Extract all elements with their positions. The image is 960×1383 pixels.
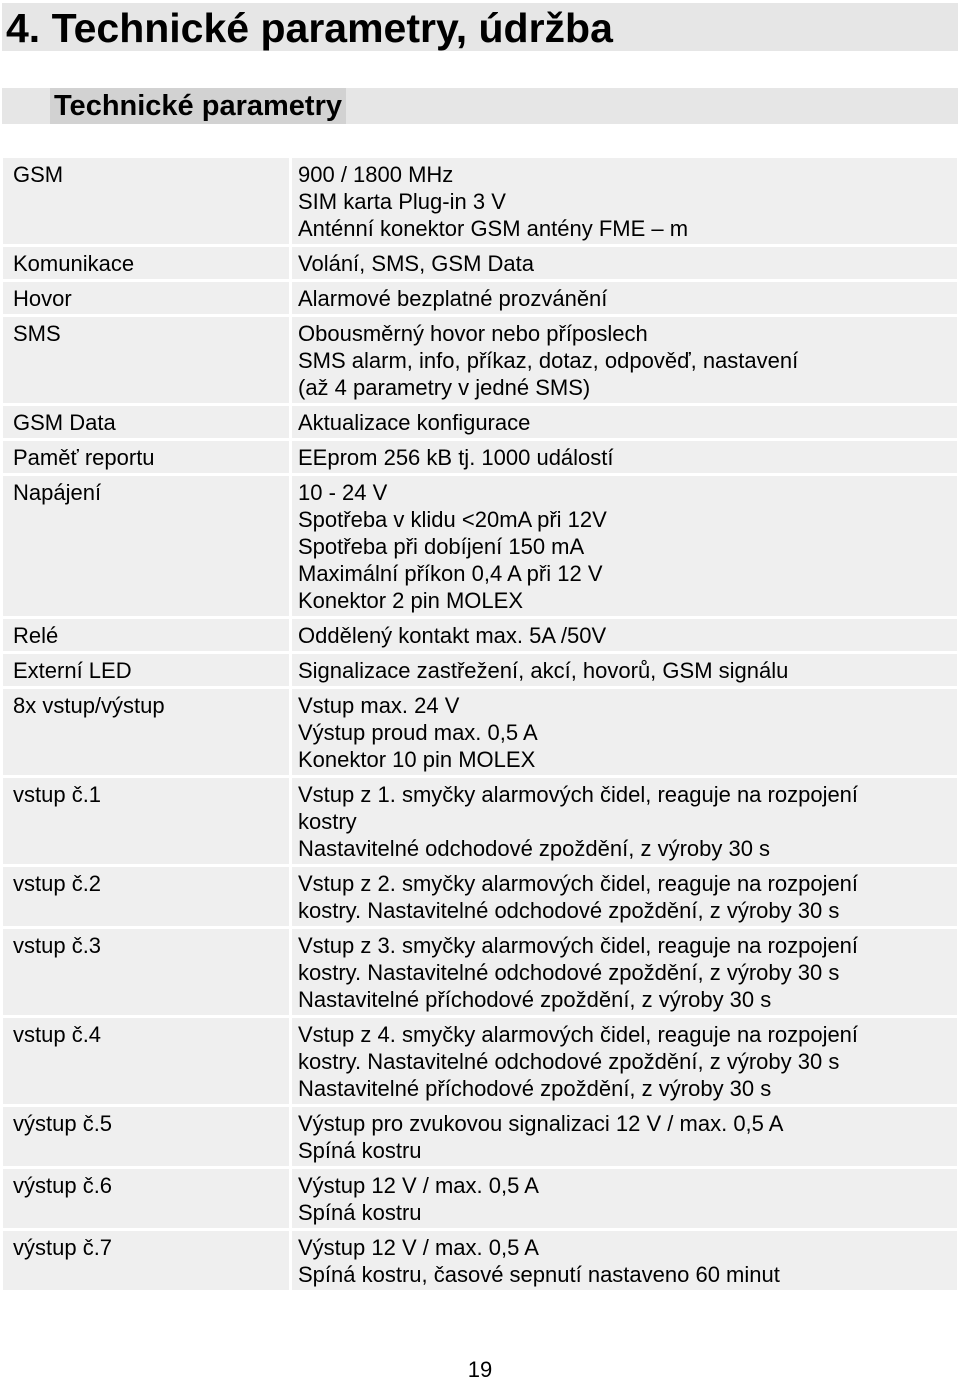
parameter-value [292,406,957,438]
parameter-name: Hovor [3,282,289,314]
parameter-name: Napájení [3,476,289,616]
parameter-value [292,317,957,403]
table-row [3,619,957,651]
table-row [3,1169,957,1228]
table-row [3,689,957,775]
parameter-value [292,1107,957,1166]
table-row [3,1107,957,1166]
page-number: 19 [467,1357,493,1382]
parameter-name: výstup č.7 [3,1231,289,1290]
parameter-name: výstup č.5 [3,1107,289,1166]
parameter-name: Komunikace [3,247,289,279]
parameter-value-line: kostry. Nastavitelné odchodové zpoždění, z výroby 30 s [298,1049,840,1074]
technical-parameters-table-body [3,158,957,1290]
parameter-value-line: Obousměrný hovor nebo příposlech [298,321,648,346]
parameter-value-line: (až 4 parametry v jedné SMS) [298,375,591,400]
parameter-value-line: kostry. Nastavitelné odchodové zpoždění, z výroby 30 s [298,960,840,985]
parameter-value-line: Spíná kostru, časové sepnutí nastaveno 60 minut [298,1262,780,1287]
parameter-value [292,1169,957,1228]
table-row [3,282,957,314]
parameter-name: 8x vstup/výstup [3,689,289,775]
parameter-value-line: Alarmové bezplatné prozvánění [298,286,608,311]
parameter-name: vstup č.3 [3,929,289,1015]
parameter-name: SMS [3,317,289,403]
parameter-value [292,654,957,686]
parameter-name: GSM [3,158,289,244]
table-row [3,778,957,864]
parameter-value [292,476,957,616]
parameter-value-line: Vstup z 2. smyčky alarmových čidel, reaguje na rozpojení [298,871,859,896]
parameter-value-line: Spíná kostru [298,1200,422,1225]
table-row [3,1231,957,1290]
parameter-value-line: kostry. Nastavitelné odchodové zpoždění, z výroby 30 s [298,898,840,923]
parameter-value-line: Vstup z 4. smyčky alarmových čidel, reaguje na rozpojení [298,1022,859,1047]
table-row [3,317,957,403]
table-row [3,158,957,244]
parameter-value [292,778,957,864]
parameter-value-line: Vstup z 3. smyčky alarmových čidel, reaguje na rozpojení [298,933,859,958]
parameter-value [292,619,957,651]
table-row [3,654,957,686]
parameter-value-line: 10 - 24 V [298,480,388,505]
parameter-value-line: EEprom 256 kB tj. 1000 událostí [298,445,614,470]
parameter-value-line: Spíná kostru [298,1138,422,1163]
parameter-value [292,1231,957,1290]
table-row [3,247,957,279]
parameter-name: GSM Data [3,406,289,438]
parameter-value-line: Nastavitelné příchodové zpoždění, z výroby 30 s [298,987,772,1012]
parameter-value-line: Spotřeba při dobíjení 150 mA [298,534,585,559]
parameter-value-line: Signalizace zastřežení, akcí, hovorů, GSM signálu [298,658,789,683]
parameter-value [292,158,957,244]
parameter-value [292,247,957,279]
parameter-value-line: Spotřeba v klidu <20mA při 12V [298,507,607,532]
parameter-value-line: SMS alarm, info, příkaz, dotaz, odpověď, nastavení [298,348,799,373]
parameter-value [292,929,957,1015]
parameter-value-line: Výstup pro zvukovou signalizaci 12 V / max. 0,5 A [298,1111,784,1136]
parameter-value [292,867,957,926]
parameter-value-line: Volání, SMS, GSM Data [298,251,534,276]
parameter-name: vstup č.1 [3,778,289,864]
parameter-value-line: Vstup z 1. smyčky alarmových čidel, reaguje na rozpojení [298,782,859,807]
parameter-name: Relé [3,619,289,651]
parameter-value-line: Nastavitelné příchodové zpoždění, z výroby 30 s [298,1076,772,1101]
table-row [3,441,957,473]
parameter-value-line: Oddělený kontakt max. 5A /50V [298,623,607,648]
parameter-value-line: Anténní konektor GSM antény FME – m [298,216,689,241]
table-row [3,867,957,926]
parameter-value-line: Výstup 12 V / max. 0,5 A [298,1173,539,1198]
parameter-value-line: Aktualizace konfigurace [298,410,531,435]
parameter-name: výstup č.6 [3,1169,289,1228]
table-row [3,476,957,616]
parameter-value-line: Konektor 10 pin MOLEX [298,747,536,772]
parameter-name: Externí LED [3,654,289,686]
chapter-title: 4. Technické parametry, údržba [6,5,613,51]
parameter-name: Paměť reportu [3,441,289,473]
parameter-value-line: SIM karta Plug-in 3 V [298,189,506,214]
parameter-value-line: kostry [298,809,357,834]
technical-parameters-table [0,155,960,1293]
parameter-value [292,282,957,314]
table-row [3,1018,957,1104]
parameter-value [292,441,957,473]
parameter-value [292,1018,957,1104]
parameter-value-line: Výstup proud max. 0,5 A [298,720,538,745]
parameter-value-line: Maximální příkon 0,4 A při 12 V [298,561,603,586]
parameter-name: vstup č.4 [3,1018,289,1104]
parameter-value-line: Vstup max. 24 V [298,693,460,718]
section-title: Technické parametry [54,90,342,122]
parameter-value-line: Výstup 12 V / max. 0,5 A [298,1235,539,1260]
parameter-name: vstup č.2 [3,867,289,926]
table-row [3,929,957,1015]
parameter-value-line: 900 / 1800 MHz [298,162,454,187]
parameter-value [292,689,957,775]
section-heading-highlight [50,88,346,124]
parameter-value-line: Konektor 2 pin MOLEX [298,588,524,613]
parameter-value-line: Nastavitelné odchodové zpoždění, z výroby 30 s [298,836,771,861]
table-row [3,406,957,438]
